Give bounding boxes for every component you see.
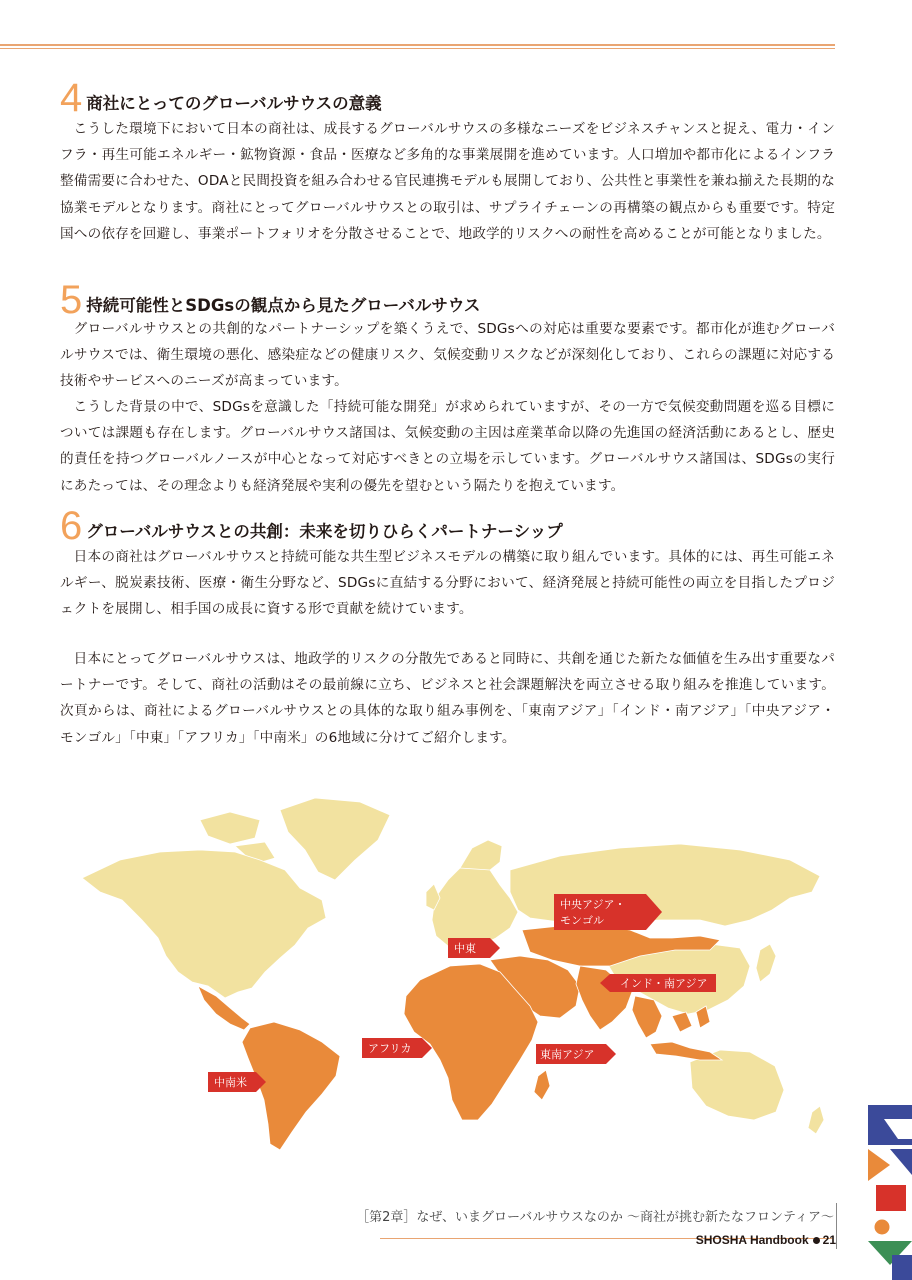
deco-circle [873,1218,891,1236]
top-rule-thin [0,48,835,49]
label-southeast-asia-text: 東南アジア [540,1048,595,1061]
section-title: 商社にとってのグローバルサウスの意義 [86,94,382,113]
section-title: グローバルサウスとの共創：未来を切りひらくパートナーシップ [86,522,563,541]
bullet-icon [813,1237,820,1244]
world-map [60,760,850,1160]
label-central-asia [554,894,662,930]
deco-block-blue-2 [892,1255,912,1280]
label-africa-text: アフリカ [368,1042,412,1055]
label-middle-east-text: 中東 [454,942,476,955]
deco-block-red [876,1185,906,1211]
decorative-pattern [868,1105,912,1280]
section-5-heading [60,280,480,320]
section-number: 4 [60,76,83,120]
label-south-asia-text: インド・南アジア [620,977,708,990]
label-africa [362,1038,432,1058]
section-5-paragraph-1: グローバルサウスとの共創的なパートナーシップを築くうえで、SDGsへの対応は重要な要素です。都市化が進むグローバルサウスでは、衛生環境の悪化、感染症などの健康リスク、気候変動リスクなどが深刻化しており、これらの課題に対応する技術やサービスへのニーズが高まっています。 [60,321,835,390]
closing-paragraph: 日本にとってグローバルサウスは、地政学的リスクの分散先であると同時に、共創を通じた新たな価値を生み出す重要なパートナーです。そして、商社の活動はその最前線に立ち、ビジネスと社会課題解決を両立させる取り組みを推進しています。次頁からは、商社によるグローバルサウスとの具体的な取り組み事例を、「東南アジア」「インド・南アジア」「中央アジア・モンゴル」「中東」「アフリカ」「中南米」の6地域に分けてご紹介します。 [60,651,835,746]
label-central-asia-line2: モンゴル [560,914,604,927]
new-zealand [808,1106,824,1134]
section-6-heading [60,506,563,546]
deco-triangle-orange [868,1149,890,1181]
label-southeast-asia [536,1044,616,1064]
label-middle-east [448,938,500,958]
japan [756,944,776,982]
page-number: 21 [822,1233,836,1247]
footer-divider [836,1203,837,1249]
footer-book-name: SHOSHA Handbook [695,1233,809,1247]
section-5-paragraph-2: こうした背景の中で、SDGsを意識した「持続可能な開発」が求められていますが、その一方で気候変動問題を巡る目標については課題も存在します。グローバルサウス諸国は、気候変動の主因は産業革命以降の先進国の経済活動にあるとし、歴史的責任を持つグローバルノースが中心となって対応すべきとの立場を示しています。グローバルサウス諸国は、SDGsの実行にあたっては、その理念よりも経済発展や実利の優先を望むという隔たりを抱えています。 [60,399,835,494]
madagascar [534,1070,550,1100]
label-south-asia [600,974,716,992]
deco-triangle-blue [890,1149,912,1175]
footer-chapter-title: ［第2章］なぜ、いまグローバルサウスなのか ～商社が挑む新たなフロンティア～ [356,1210,834,1225]
greenland [280,798,390,880]
footer-book [696,1233,836,1247]
australia [690,1050,784,1120]
arctic-islands [200,812,260,844]
section-4-heading [60,78,382,118]
north-america [82,850,326,998]
section-number: 6 [60,504,83,548]
label-latin-america [208,1072,266,1092]
label-latin-america-text: 中南米 [214,1076,247,1089]
top-rule [0,44,835,46]
section-6-paragraph: 日本の商社はグローバルサウスと持続可能な共生型ビジネスモデルの構築に取り組んでいます。具体的には、再生可能エネルギー、脱炭素技術、医療・衛生分野など、SDGsに直結する分野において、経済発展と持続可能性の両立を目指したプロジェクトを展開し、相手国の成長に資する形で貢献を続けています。 [60,549,835,618]
label-central-asia-line1: 中央アジア・ [560,898,626,911]
section-4-paragraph: こうした環境下において日本の商社は、成長するグローバルサウスの多様なニーズをビジネスチャンスと捉え、電力・インフラ・再生可能エネルギー・鉱物資源・食品・医療など多角的な事業展開を進めています。人口増加や都市化によるインフラ整備需要に合わせた、ODAと民間投資を組み合わせる官民連携モデルも展開しており、公共性と事業性を兼ね揃えた長期的な協業モデルとなります。商社にとってグローバルサウスとの取引は、サプライチェーンの再構築の観点からも重要です。特定国への依存を回避し、事業ポートフォリオを分散させることで、地政学的リスクへの耐性を高めることが可能となりました。 [60,121,836,242]
southeast-asia-islands [650,1042,722,1060]
section-number: 5 [60,278,83,322]
europe [432,860,518,950]
section-title: 持続可能性とSDGsの観点から見たグローバルサウス [86,296,481,315]
scandinavia [460,840,502,870]
